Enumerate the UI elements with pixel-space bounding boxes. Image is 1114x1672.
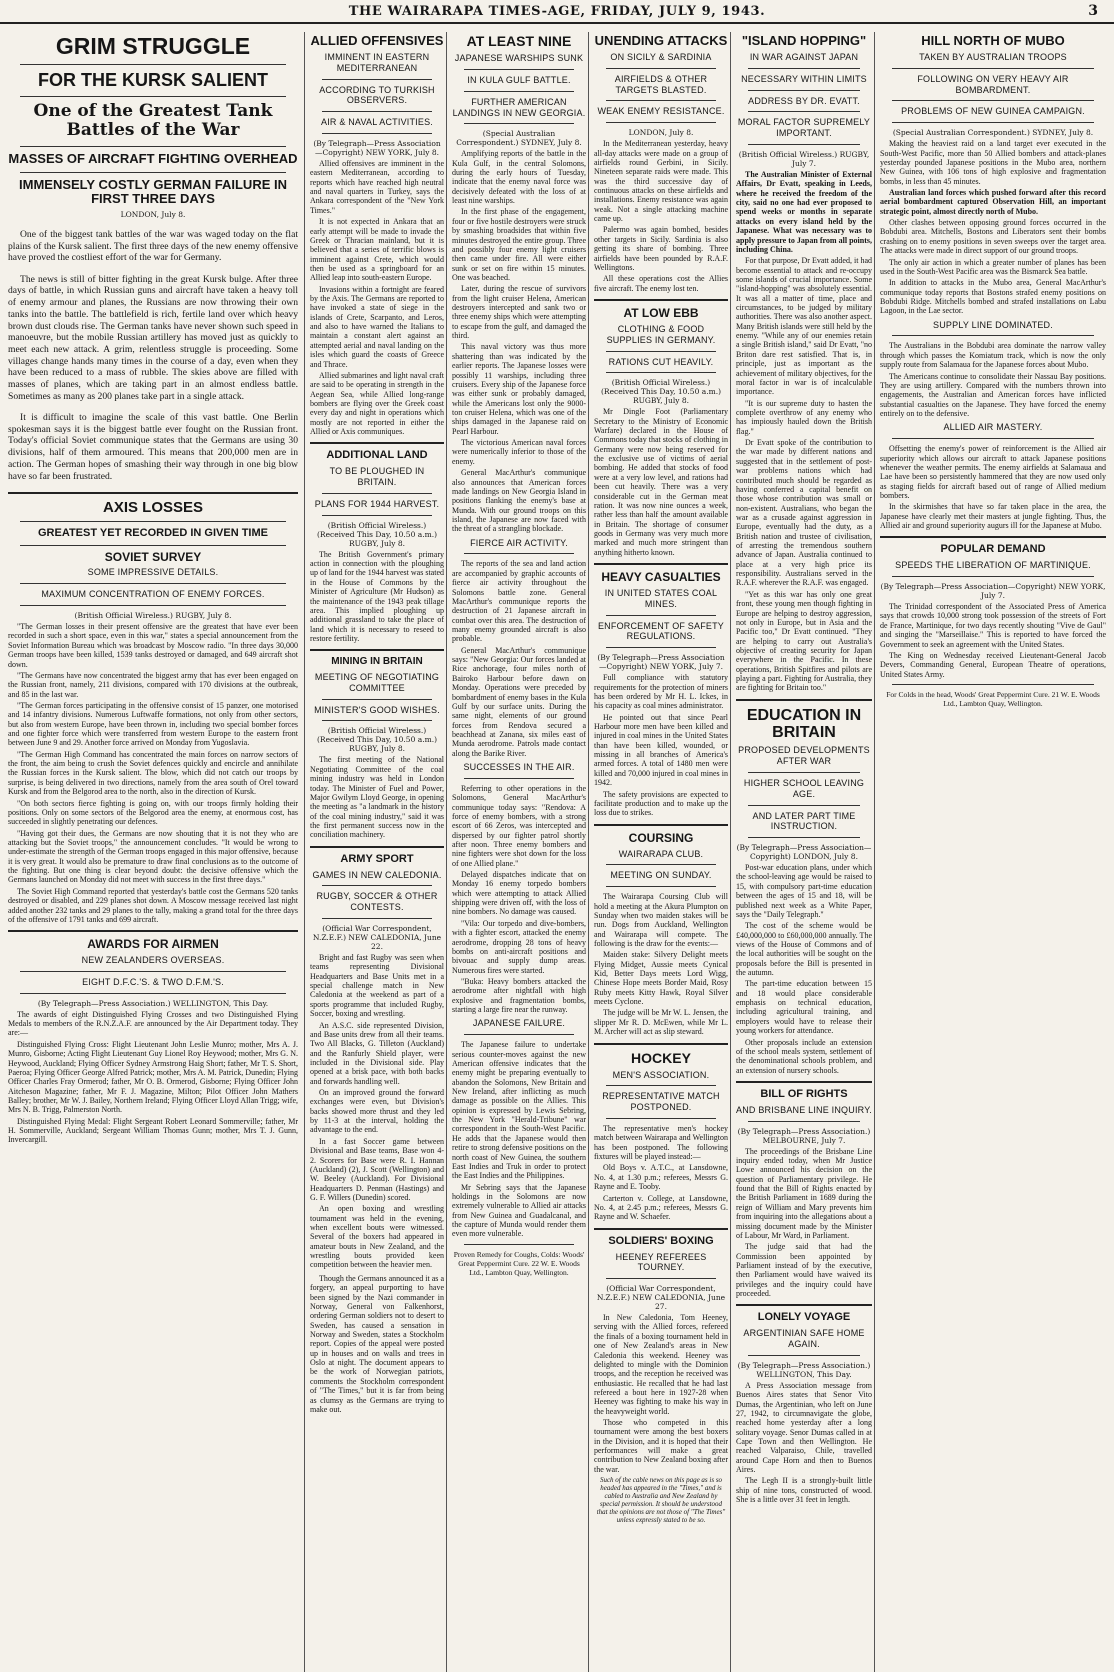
deck-rule — [464, 1034, 574, 1035]
deck-line: TO BE PLOUGHED IN BRITAIN. — [329, 466, 425, 488]
deck-rule — [748, 111, 860, 112]
deck-rule — [464, 123, 574, 124]
headline: ADDITIONAL LAND — [326, 449, 428, 462]
headline: AXIS LOSSES — [102, 498, 204, 516]
paragraph: Distinguished Flying Medal: Flight Sergeant Robert Leonard Sommerville; father, Mr H. Sommerville, Auckland; Sergeant William Thomas Gunn; mother, Mrs T. J. Gunn, Invercargill. — [8, 1116, 298, 1145]
paragraph: General MacArthur's communique also announces that American forces made landings on New Georgia Island in positions flanking the enemy's base at Munda. With our ground troops on this island, the Japanese are now faced with the threat of a strangling blockade. — [452, 468, 586, 534]
article — [452, 762, 586, 1014]
paragraph: Referring to other operations in the Solomons, General MacArthur's communique today says: "Rendova: A force of enemy bombers, with a strong escort of 66 Zeros, was intercepted and dispersed by our fighter patrol shortly after noon. Three enemy bombers and nine fighters were shot down for the loss of one Allied plane." — [452, 783, 586, 868]
deck-line: TAKEN BY AUSTRALIAN TROOPS — [919, 52, 1067, 63]
deck-rule — [748, 772, 860, 773]
deck-rule — [892, 438, 1094, 439]
paragraph: The Soviet High Command reported that yesterday's battle cost the Germans 520 tanks destroyed or disabled, and 229 planes shot down. A Moscow message received last night added another 232 tanks and 29 planes to the tally, making a grand total for the three days of the offensive of 1791 tanks and 699 aircraft. — [8, 886, 298, 924]
headline: POPULAR DEMAND — [940, 543, 1046, 556]
headline: MINING IN BRITAIN — [331, 656, 423, 668]
cable-notice: Such of the cable news on this page as is so headed has appeared in the "Times," and is cabled to Australia and New Zealand by special permission. It should be understood that the opinions are not those of "The Times" unless expressly stated to be so. — [596, 1476, 726, 1525]
paragraph: It is not expected in Ankara that an early attempt will be made to invade the Greek or Thracian mainland, but it is believed that a series of terrific blows is imminent against Crete, which would then be used as a springboard for an Allied leap into south-eastern Europe. — [310, 217, 444, 283]
deck-line: HIGHER SCHOOL LEAVING AGE. — [743, 777, 865, 799]
paragraph: Making the heaviest raid on a land target ever executed in the South-West Pacific, more than 50 Allied bombers and attack-planes yesterday pounded Japanese positions in the Mubo area, northern New Guinea, with 106 tons of high explosive and fragmentation bombs, in less than 45 minutes. — [880, 139, 1106, 186]
article-divider — [310, 649, 444, 651]
headline-rule — [20, 96, 286, 97]
article — [594, 299, 728, 557]
paragraph: "Yet as this war has only one great front, these young men though fighting in Europe are helping to destroy aggression, not only in Europe, but in Asia and the Pacific too," Dr Evatt continued. "They are helping to carry out Australia's objective of creating security for Japan everywhere in the Pacific. In these operations, British Spitfires and pilots are playing a part. Fighting for Australia, they are fighting for Britain too." — [736, 589, 872, 693]
deck-rule — [606, 100, 716, 101]
paragraph: The Wairarapa Coursing Club will hold a meeting at the Akura Plumpton on Sunday when two maiden stakes will be run. Dogs from Auckland, Wellington and Wairarapa will compete. The following is the draw for the events:— — [594, 892, 728, 948]
deck-rule — [322, 720, 432, 721]
deck-line: FURTHER AMERICAN LANDINGS IN NEW GEORGIA. — [452, 96, 586, 118]
deck-line: JAPANESE WARSHIPS SUNK — [454, 53, 584, 64]
deck-rule — [606, 351, 716, 352]
paragraph: The cost of the scheme would be £40,000,000 to £60,000,000 annually. The views of the House of Commons and of the local authorities will be sought on the proposals before the Bill is presented in the autumn. — [736, 921, 872, 978]
subheadline: SOVIET SURVEY — [104, 549, 202, 564]
paragraph: On an improved ground the forward exchanges were even, but Division's backs showed more thrust and they led by 11-3 at the interval, holding the advantage to the end. — [310, 1088, 444, 1135]
paragraph: The awards of eight Distinguished Flying Crosses and two Distinguished Flying Medals to members of the R.N.Z.A.F. are announced by the Air Department today. They are:— — [8, 1009, 298, 1038]
deck-line: NECESSARY WITHIN LIMITS — [741, 73, 867, 84]
paragraph: In New Caledonia, Tom Heeney, serving with the Allied forces, refereed the finals of a boxing tournament held in one of New Zealand's areas in New Caledonia this weekend. Heeney was delighted to mingle with the Dominion troops, and the reception he received was enthusiastic. He recalled that he had last refereed a bout here in 1927-28 when Heeney was fighting to make his way in the heavyweight world. — [594, 1313, 728, 1416]
paragraph: The victorious American naval forces were numerically inferior to those of the enemy. — [452, 438, 586, 466]
article — [594, 563, 728, 818]
deck-line: SUPPLY LINE DOMINATED. — [933, 319, 1053, 330]
paragraph: The Americans continue to consolidate their Nassau Bay positions. They are using artillery. Compared with the numbers thrown into engagements, the Australian and American forces have inflicted substantial casualties on the Japanese. They have forced the enemy entirely on to the defensive. — [880, 371, 1106, 418]
deck-line: MEETING ON SUNDAY. — [610, 870, 712, 881]
deck-line: AND LATER PART TIME INSTRUCTION. — [752, 810, 856, 832]
deck-rule — [322, 111, 432, 112]
dateline: (By Telegraph—Press Association.) WELLINGTON, This Day. — [737, 1360, 871, 1379]
article — [736, 1304, 872, 1504]
paragraph: Mr Dingle Foot (Parliamentary Secretary to the Ministry of Economic Warfare) declared in the House of Commons today that stocks of clothing in Germany were now being reserved for the exclusive use of victims of aerial bombing. He added that stocks of food were at a very low level, and rations had been cut heavily. There was a very considerable cut in the German meat ration. It was now nine ounces a week, rather less than half the amount available in Britain. The shortage of consumer goods in Germany was very much more marked and much more stringent than anything hitherto known. — [594, 407, 728, 557]
deck-rule — [322, 79, 432, 80]
deck-rule — [464, 91, 574, 92]
column-4 — [594, 32, 728, 1672]
deck-rule — [606, 372, 716, 373]
paragraph: "Vila: Our torpedo and dive-bombers, with a fighter escort, attacked the enemy aerodrome, dropping 28 tons of heavy bombs on anti-aircraft positions and bivouac and supply dump areas. Numerous fires were started. — [452, 918, 586, 975]
deck-rule — [20, 605, 286, 606]
deck-line: HEENEY REFEREES TOURNEY. — [615, 1251, 707, 1273]
deck-rule — [748, 1355, 860, 1356]
article-divider — [310, 846, 444, 848]
article — [310, 846, 444, 1270]
paragraph: Dr Evatt spoke of the contribution to the war made by different nations and suggested that in the settlement of post-war problems nations which had contributed much should be regarded as having conferred a capital benefit on those whose contribution was small or non-existent. Australians, who began the war as a crusade against aggression in Europe, eventually had the duty, as a British nation and trustee of civilisation, of arresting the tremendous southern advance of Japan. Australia continued to place at a very high price its responsibility. Australians served in the R.A.F. wherever the R.A.F. was engaged. — [736, 438, 872, 588]
deck-rule — [20, 971, 286, 972]
columns-area — [0, 26, 1114, 1672]
article-divider — [736, 1304, 872, 1306]
article — [880, 320, 1106, 419]
paragraph: Full compliance with statutory requirements for the protection of miners has been ordered by Mr H. L. Ickes, in his capacity as coal mines administrator. — [594, 673, 728, 711]
page-number: 3 — [1088, 3, 1098, 19]
article-divider — [8, 930, 298, 932]
paragraph: General MacArthur's communique says: "New Georgia: Our forces landed at Rice anchorage, four miles north of Bairoko Harbour before dawn on Monday. Operations were preceded by bombardment of enemy bases in the Kula Gulf by our surface units. During the same night, elements of our ground forces from Rendova secured a beachhead at Zanana, six miles east of Munda aerodrome. Patrols made contact along the Barike River. — [452, 645, 586, 758]
paragraph: The judge said that had the Commission been appointed by Parliament instead of by the executive, then Parliament would have waived its privileges and the inquiry could have proceeded. — [736, 1242, 872, 1299]
deck-rule — [606, 122, 716, 123]
headline: COURSING — [628, 830, 694, 845]
deck-rule — [20, 993, 286, 994]
deck-rule — [606, 886, 716, 887]
paragraph: Though the Germans announced it as a forgery, an appeal purporting to have been signed by the Nazi commander in Norway, General von Falkenhorst, ordering German soldiers not to desert to Sweden, has caused a sensation in Norway and Sweden, states a Stockholm report. Copies of the appeal were posted up in houses and on walls and trees in Oslo at night. The document appears to be the work of Norwegian patriots, comments the Stockholm correspondent of "The Times," but it is far from being as clumsy as the Germans are trying to make out. — [310, 1273, 444, 1414]
headline-rule — [20, 64, 286, 65]
paragraph: The representative men's hockey match between Wairarapa and Wellington has been postponed. The following fixtures will be played instead:— — [594, 1124, 728, 1162]
bold-paragraph: Australian land forces which pushed forward after this record aerial bombardment captured Observation Hill, an important strategic point, almost directly north of Mubo. — [880, 188, 1106, 216]
column-5 — [736, 32, 872, 1672]
advertisement: Proven Remedy for Coughs, Colds: Woods' Great Peppermint Cure. 22 W. E. Woods Ltd., Lambton Quay, Wellington. — [453, 1249, 585, 1277]
article — [594, 824, 728, 1037]
deck-rule — [748, 805, 860, 806]
paragraph: Invasions within a fortnight are feared by the Axis. The Germans are reported to have invoked a state of siege in the islands of Crete, Scarpanto, and Leros, and also to have warned the Italians to maintain a constant alert against an attempted aerial and naval landing on the isles which guard the coasts of Greece and Thrace. — [310, 284, 444, 369]
paragraph: Allied offensives are imminent in the eastern Mediterranean, according to reports which have reached high neutral and naval quarters in Turkey, says the Ankara correspondent of the "New York Times." — [310, 159, 444, 215]
headline: ALLIED OFFENSIVES — [310, 33, 444, 48]
dateline: (British Official Wireless.) (Received This Day, 10.50 a.m.) RUGBY, July 8. — [317, 726, 437, 754]
deck-line: IN UNITED STATES COAL MINES. — [604, 588, 718, 609]
deck-line: MEETING OF NEGOTIATING COMMITTEE — [314, 672, 440, 693]
paragraph: "The Germans have now concentrated the biggest army that has ever been engaged on the Russian front, namely, 211 divisions, compared with 170 divisions at the outbreak, and 85 in the last war. — [8, 670, 298, 699]
article — [880, 34, 1106, 316]
deck-rule — [606, 1085, 716, 1086]
dateline: (Special Australian Correspondent.) SYDNEY, July 8. — [892, 128, 1094, 138]
deck-line: IN WAR AGAINST JAPAN — [749, 52, 859, 63]
paragraph: The Legh II is a strongly-built little ship of nine tons, constructed of wood. She is a little over 31 feet in length. — [736, 1476, 872, 1505]
paragraph: "On both sectors fierce fighting is going on, with our troops firmly holding their positions. Only on some sectors of the Belgorod area the enemy, at enormous cost, has succeeded in slightly penetrating our defences. — [8, 798, 298, 827]
dateline: (By Telegraph—Press Association.) WELLINGTON, This Day. — [37, 998, 269, 1008]
article-divider — [594, 824, 728, 826]
headline: ARMY SPORT — [340, 852, 414, 865]
deck-line: SOME IMPRESSIVE DETAILS. — [87, 567, 219, 578]
paragraph: An open boxing and wrestling tournament was held in the evening, when excellent bouts were witnessed. Several of the boxers had appeared in amateur bouts in New Zealand, and the wrestling bouts provided keen competition between the heavier men. — [310, 1204, 444, 1270]
deck-rule — [606, 68, 716, 69]
headline: HEAVY CASUALTIES — [601, 570, 721, 585]
subheadline: GREATEST YET RECORDED IN GIVEN TIME — [37, 527, 268, 540]
article — [736, 1081, 872, 1298]
paragraph: Maiden stake: Silvery Delight meets Flying Midget, Aussie meets Cynical Kid, Better Days meets Lord Wigg, Chinese Hope meets Border Maid, Rosy Ruby meets Kitty Hawk, Royal Silver meets Cyclone. — [594, 950, 728, 1007]
deck-rule — [322, 885, 432, 886]
ad-rule — [464, 1244, 574, 1245]
article — [8, 930, 298, 1145]
dateline: (Official War Correspondent, N.Z.E.F.) NEW CALEDONIA, June 27. — [596, 1284, 726, 1312]
paragraph: This naval victory was thus more shattering than was indicated by the earlier reports. The Japanese losses were possibly 11 warships, including three cruisers. Every ship of the Japanese force was either sunk or probably damaged, while the Americans lost only the 9000-ton cruiser Helena, which was one of the ships damaged in the Japanese raid on Pearl Harbour. — [452, 342, 586, 436]
paragraph: Amplifying reports of the battle in the Kula Gulf, in the central Solomons, during the early hours of Tuesday, indicate that the enemy naval force was decisively defeated with the loss of at least nine warships. — [452, 149, 586, 206]
deck-line: RUGBY, SOCCER & OTHER CONTESTS. — [316, 891, 438, 913]
headline-rule — [20, 545, 286, 546]
article — [8, 492, 298, 924]
paragraph: The news is still of bitter fighting in the great Kursk bulge. After three days of battle, in which Russian guns and aircraft have taken a heavy toll of enemy armour and planes, the Russians are now throwing their own tanks into the battle. The battlefield is rich, fertile land over which heavy brown dust clouds rise. The German tanks have never shown such speed in manoeuvre, but the mobile Russian artillery has moved just as quickly to meet each new attack. A grim, relentless struggle is proceeding. Some villages change hands many times in the course of a day, even when they have been reduced to a mass of rubble. The skies above are filled with masses of planes, which are taking part in an almost endless battle. Sometimes as many as 200 planes take part in a single attack. — [8, 273, 298, 402]
paragraph: Other clashes between opposing ground forces occurred in the Bobdubi area. Mitchells, Bostons and Liberators sent their bombs crashing on to enemy positions in seven sweeps over the target area. The attacks were made in direct support of our ground troops. — [880, 218, 1106, 256]
dateline: (Official War Correspondent, N.Z.E.F.) NEW CALEDONIA, June 22. — [312, 923, 442, 951]
deck-line: NEW ZEALANDERS OVERSEAS. — [81, 955, 225, 966]
paragraph: The proceedings of the Brisbane Line inquiry ended today, when Mr Justice Lowe announced his decision on the question of Parliamentary privilege. He found that the Bill of Rights enacted by the British Parliament in 1689 during the reign of William and Mary prevents him from inquiring into the allegations about a missing document made by the Minister of Labour, Mr Ward, in Parliament. — [736, 1146, 872, 1240]
paragraph: He pointed out that since Pearl Harbour more men have been killed and injured in coal mines in the United States than have been killed, wounded, or missing in all branches of America's armed forces. A total of 1480 men were killed and 70,000 injured in coal mines in 1942. — [594, 712, 728, 788]
paragraph: Post-war education plans, under which the school-leaving age would be raised to 15, with compulsory part-time education between the ages of 15 and 18, will be published next week as a White Paper, says the "Daily Telegraph." — [736, 863, 872, 919]
deck-rule — [892, 100, 1094, 101]
deck-rule — [464, 778, 574, 779]
deck-rule — [892, 122, 1094, 123]
headline: HILL NORTH OF MUBO — [921, 33, 1065, 48]
article — [310, 649, 444, 839]
article-divider — [310, 442, 444, 444]
headline-rule — [20, 146, 286, 147]
deck-line: ON SICILY & SARDINIA — [610, 52, 712, 63]
paragraph: In the Mediterranean yesterday, heavy all-day attacks were made on a group of airfields round Gerbini, in Sicily. Nineteen separate raids were made. This was the third successive day of continuous attacks on these airfields and installations. Enemy resistance was again weak. Not a single attacking machine came up. — [594, 139, 728, 224]
article-divider — [594, 1228, 728, 1230]
headline: UNENDING ATTACKS — [594, 33, 728, 48]
deck-rule — [748, 1121, 860, 1122]
paragraph: "Having got their dues, the Germans are now shouting that it is not they who are attacking but the Soviet troops," the announcement concludes. "It would be wrong to under-estimate the strength of the German troops engaged in this major offensive, because it is very great. It would also be premature to draw final conclusions as to the outcome of the fighting. But one thing is clear beyond doubt: the decisive offensive which the Germans launched on Monday did not meet with success in the first three days." — [8, 828, 298, 885]
deck-rule — [322, 699, 432, 700]
deck-line: SPEEDS THE LIBERATION OF MARTINIQUE. — [895, 560, 1091, 571]
article — [736, 699, 872, 1075]
headline-rule — [20, 172, 286, 173]
headline: AWARDS FOR AIRMEN — [87, 937, 219, 952]
paragraph: Mr Sebring says that the Japanese holdings in the Solomons are now extremely vulnerable to Allied air attacks from New Guinea and Guadalcanal, and the capture of Munda would render them even more vulnerable. — [452, 1182, 586, 1239]
paragraph: The Japanese failure to undertake serious counter-moves against the new American offensive indicates that the enemy might be preparing eventually to abandon the Solomons, New Britain and New Ireland, after inflicting as much damage as possible on the Allies. This opinion is expressed by Lewis Sebring, the New York "Herald-Tribune" war correspondent in the South-West Pacific. He adds that the Japanese would then retire to strong defensive positions on the north coast of New Guinea, the southern East Indies and Truk in order to protect the East Indies and the Philippines. — [452, 1040, 586, 1181]
deck-line: ARGENTINIAN SAFE HOME AGAIN. — [743, 1328, 865, 1350]
headline-rule — [20, 521, 286, 522]
paragraph: "Buka: Heavy bombers attacked the aerodrome after nightfall with high explosive and fragmentation bombs, starting a large fire near the runway. — [452, 977, 586, 1015]
paragraph: Those who competed in this tournament were among the best boxers in the Division, and it is hoped that their performances will make a great contribution to New Zealand boxing after the war. — [594, 1418, 728, 1474]
paragraph: The Australians in the Bobdubi area dominate the narrow valley through which passes the Komiatum track, which is now the only supply route from Salamaua for the Japanese forces about Mubo. — [880, 341, 1106, 370]
article — [452, 34, 586, 534]
paragraph: All these operations cost the Allies five aircraft. The enemy lost ten. — [594, 274, 728, 293]
deck-line: ENFORCEMENT OF SAFETY REGULATIONS. — [597, 620, 725, 642]
column-3 — [452, 32, 586, 1672]
deck-rule — [606, 1278, 716, 1279]
deck-line: MEN'S ASSOCIATION. — [612, 1069, 710, 1080]
paragraph: The King on Wednesday received Lieutenant-General Jacob Devers, Commanding General, European Theatre of operations, United States Army. — [880, 650, 1106, 679]
dateline: (By Telegraph—Press Association—Copyright) NEW YORK, July 7. — [597, 653, 725, 672]
deck-line: FIERCE AIR ACTIVITY. — [470, 537, 568, 548]
deck-rule — [892, 335, 1094, 336]
article — [452, 1018, 586, 1276]
column-2 — [310, 32, 444, 1672]
subheadline: FOR THE KURSK SALIENT — [37, 69, 268, 90]
headline: LONELY VOYAGE — [757, 1311, 851, 1324]
article — [736, 34, 872, 693]
paragraph: "The German forces participating in the offensive consist of 15 panzer, one motorised and 14 infantry divisions. Numerous Luftwaffe formations, not only from other sectors, but also from western Europe, have been thrown in, including two special bomber forces and one fighter force which were transferred from western Europe to the eastern front between June 9 and 29. Another force arrived on Monday from Yugoslavia. — [8, 700, 298, 748]
dateline: (By Telegraph—Press Association.) MELBOURNE, July 7. — [737, 1126, 871, 1145]
deck-rule — [464, 553, 574, 554]
article — [880, 422, 1106, 530]
deck-line: ALLIED AIR MASTERY. — [943, 422, 1043, 433]
deck-line: MORAL FACTOR SUPREMELY IMPORTANT. — [737, 117, 871, 139]
column-rule — [730, 32, 731, 1672]
deck-rule — [892, 576, 1094, 577]
paragraph: One of the biggest tank battles of the war was waged today on the flat plains of the Kursk salient. The first three days of the new enemy offensive have proved the costliest effort of the war for Germany. — [8, 229, 298, 264]
deck-line: AND BRISBANE LINE INQUIRY. — [736, 1104, 872, 1115]
paragraph: "It is our supreme duty to hasten the complete overthrow of any enemy who has impiously hauled down the British flag." — [736, 398, 872, 436]
deck-line: RATIONS CUT HEAVILY. — [608, 356, 714, 367]
article-divider — [880, 536, 1106, 538]
deck-rule — [748, 90, 860, 91]
headline: AT LOW EBB — [623, 305, 699, 320]
paragraph: Old Boys v. A.T.C., at Lansdowne, No. 4, at 1.30 p.m.; referees, Messrs G. Rayne and E. Tooby. — [594, 1163, 728, 1192]
deck-line: FOLLOWING ON VERY HEAVY AIR BOMBARDMENT. — [917, 73, 1069, 95]
column-6 — [880, 32, 1106, 1672]
headline: BILL OF RIGHTS — [760, 1088, 848, 1100]
dateline: (British Official Wireless.) (Received This Day, 10.50 a.m.) RUGBY, July 8. — [601, 378, 721, 406]
deck-rule — [606, 647, 716, 648]
deck-rule — [322, 515, 432, 516]
paragraph: Bright and fast Rugby was seen when teams representing Divisional Headquarters and Base Units met in a special challenge match in New Caledonia at the weekend as part of a sports programme that included Rugby, Soccer, boxing and wrestling. — [310, 952, 444, 1019]
article-divider — [736, 1081, 872, 1083]
deck-line: PLANS FOR 1944 HARVEST. — [314, 498, 440, 509]
article — [310, 442, 444, 643]
deck-line: CLOTHING & FOOD SUPPLIES IN GERMANY. — [606, 323, 716, 345]
article — [880, 536, 1106, 708]
deck-rule — [606, 864, 716, 865]
deck-line: AIR & NAVAL ACTIVITIES. — [321, 117, 433, 128]
deck-line: GAMES IN NEW CALEDONIA. — [312, 869, 442, 880]
bold-paragraph: The Australian Minister of External Affairs, Dr Evatt, speaking in Leeds, where he received the freedom of the city, said no one had ever proposed to spend weeks or months in separate attacks on every island held by the Japanese. What was necessary was to apply pressure to Japan from all points, including China. — [736, 170, 872, 254]
paragraph: Carterton v. College, at Lansdowne, No. 4, at 2.45 p.m.; referees, Messrs G. Rayne and W. Schaefer. — [594, 1193, 728, 1222]
deck-line: IMMINENT IN EASTERN MEDITERRANEAN — [324, 52, 430, 73]
dateline: (By Telegraph—Press Association—Copyright) LONDON, July 8. — [736, 843, 872, 862]
paragraph: In the first phase of the engagement, four or five hostile destroyers were struck by smashing broadsides that within five minutes destroyed the entire group. Three and possibly four enemy light cruisers then came under fire. All were either sunk or set on fire within 15 minutes. One was beached. — [452, 207, 586, 282]
paragraph: In addition to attacks in the Mubo area, General MacArthur's communique today reports that Bostons strafed enemy positions on Bobdubi Ridge. Mitchells bombed and strafed installations on Labu Lagoon, in the Lae sector. — [880, 278, 1106, 316]
deck-line: JAPANESE FAILURE. — [472, 1018, 566, 1029]
paragraph: A Press Association message from Buenos Aires states that Senor Vito Dumas, the Argentinian, who left on June 27, 1942, to circumnavigate the globe, reached home yesterday after a long solitary voyage. Senor Dumas called in at Cape Town and then Wellington. He reached Valparaiso, Chile, travelled around Cape Horn and then to Buenos Aires. — [736, 1380, 872, 1475]
subheadline: One of the Greatest Tank Battles of the War — [33, 100, 273, 141]
article — [594, 34, 728, 293]
subheadline: MASSES OF AIRCRAFT FIGHTING OVERHEAD — [8, 150, 298, 166]
deck-rule — [322, 133, 432, 134]
paragraph: The judge will be Mr W. L. Jensen, the slipper Mr R. D. McEwen, while Mr L. M. Archer will act as slip steward. — [594, 1008, 728, 1037]
dateline: (Special Australian Correspondent.) SYDNEY, July 8. — [456, 129, 582, 148]
paragraph: The safety provisions are expected to facilitate production and to make up the loss due to strikes. — [594, 789, 728, 818]
paragraph: "The German High Command has concentrated the main forces on narrow sectors of the front, the aim being to crush the Soviet defences quickly and encircle and annihilate the Russian forces in the Kursk salient. The blow, which did not catch our troops by surprise, is being delivered in two directions, namely from the area south of Orel toward Kursk and from the Belgorod area to the north, also in the direction of Kursk. — [8, 749, 298, 797]
paragraph: The first meeting of the National Negotiating Committee of the coal mining industry was held in London today. The Minister of Fuel and Power, Major Gwilym Lloyd George, in opening the meeting as "a landmark in the history of the coal mining industry," said it was the first permanent success now in the conciliation machinery. — [310, 755, 444, 840]
column-rule — [446, 32, 447, 1672]
paragraph: Offsetting the enemy's power of reinforcement is the Allied air superiority which allows our aircraft to attack Japanese positions whenever the weather permits. The enemy airfields at Salamaua and Lae have been so persistently hammered that they are now used only as staging fields for aircraft based out of range of Allied medium bombers. — [880, 444, 1106, 500]
paragraph: The British Government's primary action in connection with the ploughing up of land for the 1944 harvest was stated in the House of Commons by the Minister of Agriculture (Mr Hudson) as the maintenance of the 1943 peak tillage area. This implied ploughing up additional grassland to take the place of land which it is necessary to reseed to restore fertility. — [310, 549, 444, 643]
deck-rule — [748, 144, 860, 145]
deck-line: PROBLEMS OF NEW GUINEA CAMPAIGN. — [901, 106, 1085, 117]
paragraph: Allied submarines and light naval craft are said to be operating in strength in the Aegean Sea, while Allied long-range bombers are flying over the Greek coast every day and night in operations which mostly are not reported in either the Allied or Axis communiques. — [310, 370, 444, 437]
ad-rule — [892, 684, 1094, 685]
deck-rule — [606, 615, 716, 616]
subheadline: IMMENSELY COSTLY GERMAN FAILURE IN FIRST THREE DAYS — [19, 176, 287, 207]
deck-line: EIGHT D.F.C.'S. & TWO D.F.M.'S. — [82, 976, 224, 987]
masthead — [0, 0, 1114, 24]
article-divider — [594, 1043, 728, 1045]
deck-line: WAIRARAPA CLUB. — [618, 848, 704, 859]
article — [8, 34, 298, 482]
paragraph: For that purpose, Dr Evatt added, it had become essential to attack and re-occupy some islands of crucial importance. Some "island-hopping" was absolutely essential. It was all a matter of time, place and circumstances, to be judged by military authorities. There was also another aspect. Many British islands were still held by the enemy. "While any of our enemies retain a single British island," said Dr Evatt, "no Briton dare rest satisfied. That is, in principle, just as important as the achievement of military objectives, for the moral factor in war is of incalculable importance. — [736, 256, 872, 397]
headline: AT LEAST NINE — [466, 33, 572, 49]
paragraph: Later, during the rescue of survivors from the light cruiser Helena, American destroyers intercepted and sank two or three enemy ships which were attempting to escape from the gulf, and damaged the third. — [452, 284, 586, 341]
masthead-title: THE WAIRARAPA TIMES-AGE, FRIDAY, JULY 9, 1943. — [348, 4, 766, 19]
paragraph: "The German losses in their present offensive are the greatest that have ever been recorded in such a short space, even in this war," states a special announcement from the Soviet Information Bureau which was broadcast by Moscow radio. "In three days 30,000 German troops have been killed, 1539 tanks destroyed or damaged, and 649 aircraft shot down. — [8, 622, 298, 669]
column-rule — [304, 32, 305, 1672]
paragraph: Palermo was again bombed, besides other targets in Sicily. Sardinia is also getting its share of bombing. Three airfields have been pounded by R.A.F. Wellingtons. — [594, 225, 728, 272]
deck-rule — [464, 69, 574, 70]
deck-rule — [748, 837, 860, 838]
paragraph: In a fast Soccer game between Divisional and Base teams, Base won 4-2. Scorers for Base were R. I. Hannan (Auckland) (2), J. Scott (Wellington) and W. Beeley (Auckland). For Divisional Headquarters D. Penman (Hastings) and G. F. Willers (Dunedin) scored. — [310, 1136, 444, 1202]
headline: HOCKEY — [631, 1049, 691, 1066]
paragraph: Other proposals include an extension of the school meals system, settlement of the denominational schools problem, and an extension of nursery schools. — [736, 1037, 872, 1075]
headline: EDUCATION IN BRITAIN — [746, 706, 862, 742]
paragraph: The Trinidad correspondent of the Associated Press of America says that crowds 10,000 strong took possession of the streets of Fort de France, Martinique, for two days recently shouting "Vive de Gaul" and singing the "Marseillaise." This is reported to have forced the Government to seek an agreement with the United States. — [880, 602, 1106, 649]
paragraph: It is difficult to imagine the scale of this vast battle. One Berlin spokesman says it is the biggest battle ever fought on the Russian front. Today's official Soviet communique states that the Germans are using 30 divisions, half of them armoured. This means that 200,000 men are in action. The German hopes of smashing their way through in one big blow have so far been frustrated. — [8, 412, 298, 482]
deck-line: REPRESENTATIVE MATCH POSTPONED. — [602, 1091, 720, 1113]
article — [310, 1274, 444, 1414]
paragraph: The reports of the sea and land action are accompanied by graphic accounts of fierce air activity throughout the Solomons battle zone. General MacArthur's communique reports the destruction of 21 Japanese aircraft in combat over this area. The destruction of many enemy grounded aircraft is also probable. — [452, 559, 586, 644]
article-divider — [594, 563, 728, 565]
article-divider — [594, 299, 728, 301]
deck-rule — [20, 583, 286, 584]
deck-rule — [606, 1118, 716, 1119]
article — [594, 1043, 728, 1222]
deck-rule — [892, 68, 1094, 69]
headline: SOLDIERS' BOXING — [608, 1234, 714, 1247]
column-rule — [588, 32, 589, 1672]
deck-line: ACCORDING TO TURKISH OBSERVERS. — [319, 84, 435, 106]
paragraph: Distinguished Flying Cross: Flight Lieutenant John Leslie Munro; mother, Mrs A. J. Munro, Gisborne; Acting Flight Lieutenant Guy Lionel Roy Heywood; mother, Mrs G. N. Heywood, Auckland; Flying Officer Sydney Armstrong Haig Short; father, Mr T. S. Short, Paeroa; Flying Officer George Alfred Patrick; mother, Mrs A. M. Patrick, Dunedin; Flying Officer Charles Fray Ormerod; father, Mr O. B. Ormerod, Gisborne; Flying Officer John Aitcheson Magazine; father, Mr F. J. Magazine, Milton; Pilot Officer John Mathers Balley; brother, Mr W. J. Bailey, Northern Ireland; Flying Officer Lloyd Allan Trigg; wife, Mrs N. B. Trigg, Palmerston North. — [8, 1039, 298, 1115]
deck-rule — [748, 68, 860, 69]
dateline: (British Official Wireless.) RUGBY, July 8. — [74, 611, 232, 621]
dateline: LONDON, July 8. — [628, 128, 694, 138]
paragraph: An A.S.C. side represented Division, and Base units drew from all their teams. Two All Blacks, G. Tilleton (Auckland) and the Ranfurly Shield player, were included in the Divisional side. Play opened at a brisk pace, with both backs and forwards handling well. — [310, 1020, 444, 1086]
dateline: (British Official Wireless.) RUGBY, July 7. — [738, 150, 870, 169]
article — [452, 538, 586, 758]
deck-line: ADDRESS BY DR. EVATT. — [748, 95, 860, 106]
article — [310, 34, 444, 436]
article-divider — [736, 699, 872, 701]
article — [594, 1228, 728, 1525]
article-divider — [8, 492, 298, 494]
dateline: (British Official Wireless.) (Received This Day, 10.50 a.m.) RUGBY, July 8. — [317, 520, 437, 548]
deck-line: PROPOSED DEVELOPMENTS AFTER WAR — [738, 745, 870, 767]
deck-line: MINISTER'S GOOD WISHES. — [314, 704, 440, 715]
advertisement: For Colds in the head, Woods' Great Peppermint Cure. 21 W. E. Woods Ltd., Lambton Quay, Wellington. — [886, 689, 1100, 708]
deck-line: SUCCESSES IN THE AIR. — [463, 762, 575, 773]
paragraph: Delayed dispatches indicate that on Monday 16 enemy torpedo bombers which were attempting to attack Allied shipping were driven off, with the loss of nine bombers. No damage was caused. — [452, 870, 586, 917]
headline: GRIM STRUGGLE — [55, 33, 251, 59]
headline: "ISLAND HOPPING" — [741, 33, 867, 48]
deck-rule — [322, 918, 432, 919]
deck-line: WEAK ENEMY RESISTANCE. — [597, 106, 725, 117]
paragraph: In the skirmishes that have so far taken place in the area, the Japanese have clearly met their masters at jungle fighting. Thus, the Allied air and ground superiority augurs ill for the Japanese at Mubo. — [880, 502, 1106, 531]
deck-rule — [322, 493, 432, 494]
dateline: (By Telegraph—Press Association—Copyright) NEW YORK, July 8. — [313, 139, 441, 158]
deck-line: IN KULA GULF BATTLE. — [467, 74, 571, 85]
deck-line: AIRFIELDS & OTHER TARGETS BLASTED. — [614, 73, 708, 95]
dateline: LONDON, July 8. — [120, 210, 186, 220]
column-1 — [8, 32, 298, 1672]
deck-line: MAXIMUM CONCENTRATION OF ENEMY FORCES. — [41, 589, 265, 600]
paragraph: The only air action in which a greater number of planes has been used in the South-West Pacific area was the Bismarck Sea battle. — [880, 257, 1106, 276]
column-rule — [874, 32, 875, 1672]
paragraph: The part-time education between 15 and 18 would place considerable emphasis on technical education, including agricultural training, and employers would have to release their young workers for attendance. — [736, 979, 872, 1036]
dateline: (By Telegraph—Press Association—Copyright) NEW YORK, July 7. — [880, 582, 1106, 601]
